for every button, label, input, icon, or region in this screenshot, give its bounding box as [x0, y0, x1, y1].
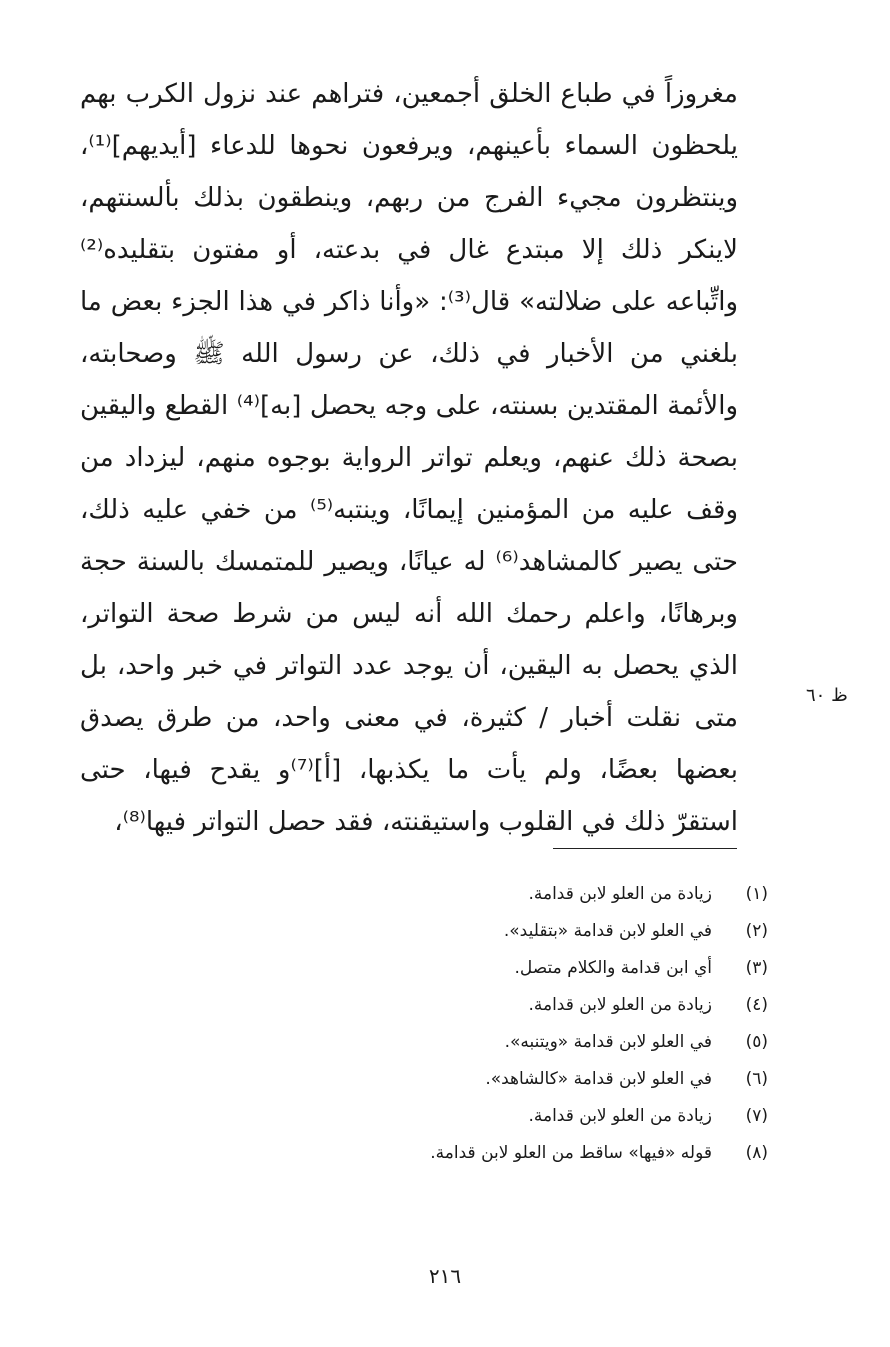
body-line: وينتظرون مجيء الفرج من ربهم، وينطقون بذلك بألسنتهم، — [80, 183, 738, 213]
footnote-number: (٣) — [745, 958, 768, 978]
page-number: ٢١٦ — [428, 1264, 462, 1288]
footnote — [100, 1061, 768, 1098]
body-line: والأئمة المقتدين بسنته، على وجه يحصل [به]⁽⁴⁾ القطع واليقين — [80, 391, 738, 421]
footnote-text: زيادة من العلو لابن قدامة. — [528, 884, 712, 904]
footnotes-list — [100, 876, 768, 1172]
footnote — [100, 950, 768, 987]
body-line: واتِّباعه على ضلالته» قال⁽³⁾: «وأنا ذاكر في هذا الجزء بعض ما — [80, 287, 738, 317]
footnote-number: (٤) — [745, 995, 768, 1015]
footnote-number: (٦) — [745, 1069, 768, 1089]
body-line: بصحة ذلك عنهم، ويعلم تواتر الرواية بوجوه منهم، ليزداد من — [80, 443, 738, 473]
footnote — [100, 1024, 768, 1061]
body-line: لاينكر ذلك إلا مبتدع غال في بدعته، أو مفتون بتقليده⁽²⁾ — [80, 235, 738, 265]
footnote-number: (٢) — [745, 921, 768, 941]
body-line: حتى يصير كالمشاهد⁽⁶⁾ له عيانًا، ويصير للمتمسك بالسنة حجة — [80, 547, 738, 577]
body-line: استقرّ ذلك في القلوب واستيقنته، فقد حصل التواتر فيها⁽⁸⁾، — [114, 807, 738, 837]
margin-folio-note: ظ ٦٠ — [806, 685, 848, 706]
footnote-number: (٨) — [745, 1143, 768, 1163]
footnote-text: زيادة من العلو لابن قدامة. — [528, 995, 712, 1015]
body-line: الذي يحصل به اليقين، أن يوجد عدد التواتر في خبر واحد، بل — [80, 651, 738, 681]
footnote-number: (٥) — [745, 1032, 768, 1052]
main-text-block — [80, 68, 738, 848]
footnote — [100, 1098, 768, 1135]
body-line: متى نقلت أخبار / كثيرة، في معنى واحد، من طرق يصدق — [80, 703, 738, 733]
footnote-text: في العلو لابن قدامة «كالشاهد». — [485, 1069, 712, 1089]
body-line: وقف عليه من المؤمنين إيمانًا، وينتبه⁽⁵⁾ من خفي عليه ذلك، — [80, 495, 738, 525]
footnote — [100, 1135, 768, 1172]
footnote-text: زيادة من العلو لابن قدامة. — [528, 1106, 712, 1126]
footnote — [100, 876, 768, 913]
body-line: وبرهانًا، واعلم رحمك الله أنه ليس من شرط صحة التواتر، — [80, 599, 738, 629]
footnote-text: في العلو لابن قدامة «بتقليد». — [503, 921, 712, 941]
footnote-separator — [553, 848, 737, 849]
footnote-number: (٧) — [745, 1106, 768, 1126]
footnote — [100, 987, 768, 1024]
footnote-number: (١) — [745, 884, 768, 904]
footnote-text: في العلو لابن قدامة «ويتنبه». — [504, 1032, 712, 1052]
footnote-text: أي ابن قدامة والكلام متصل. — [514, 958, 712, 978]
footnote — [100, 913, 768, 950]
body-line: يلحظون السماء بأعينهم، ويرفعون نحوها للدعاء [أيديهم]⁽¹⁾، — [80, 131, 738, 161]
body-line: بعضها بعضًا، ولم يأت ما يكذبها، [أ]⁽⁷⁾و يقدح فيها، حتى — [80, 755, 738, 785]
body-line: بلغني من الأخبار في ذلك، عن رسول الله ﷺ وصحابته، — [80, 339, 738, 369]
body-line: مغروزاً في طباع الخلق أجمعين، فتراهم عند نزول الكرب بهم — [80, 79, 738, 109]
footnote-text: قوله «فيها» ساقط من العلو لابن قدامة. — [430, 1143, 712, 1163]
